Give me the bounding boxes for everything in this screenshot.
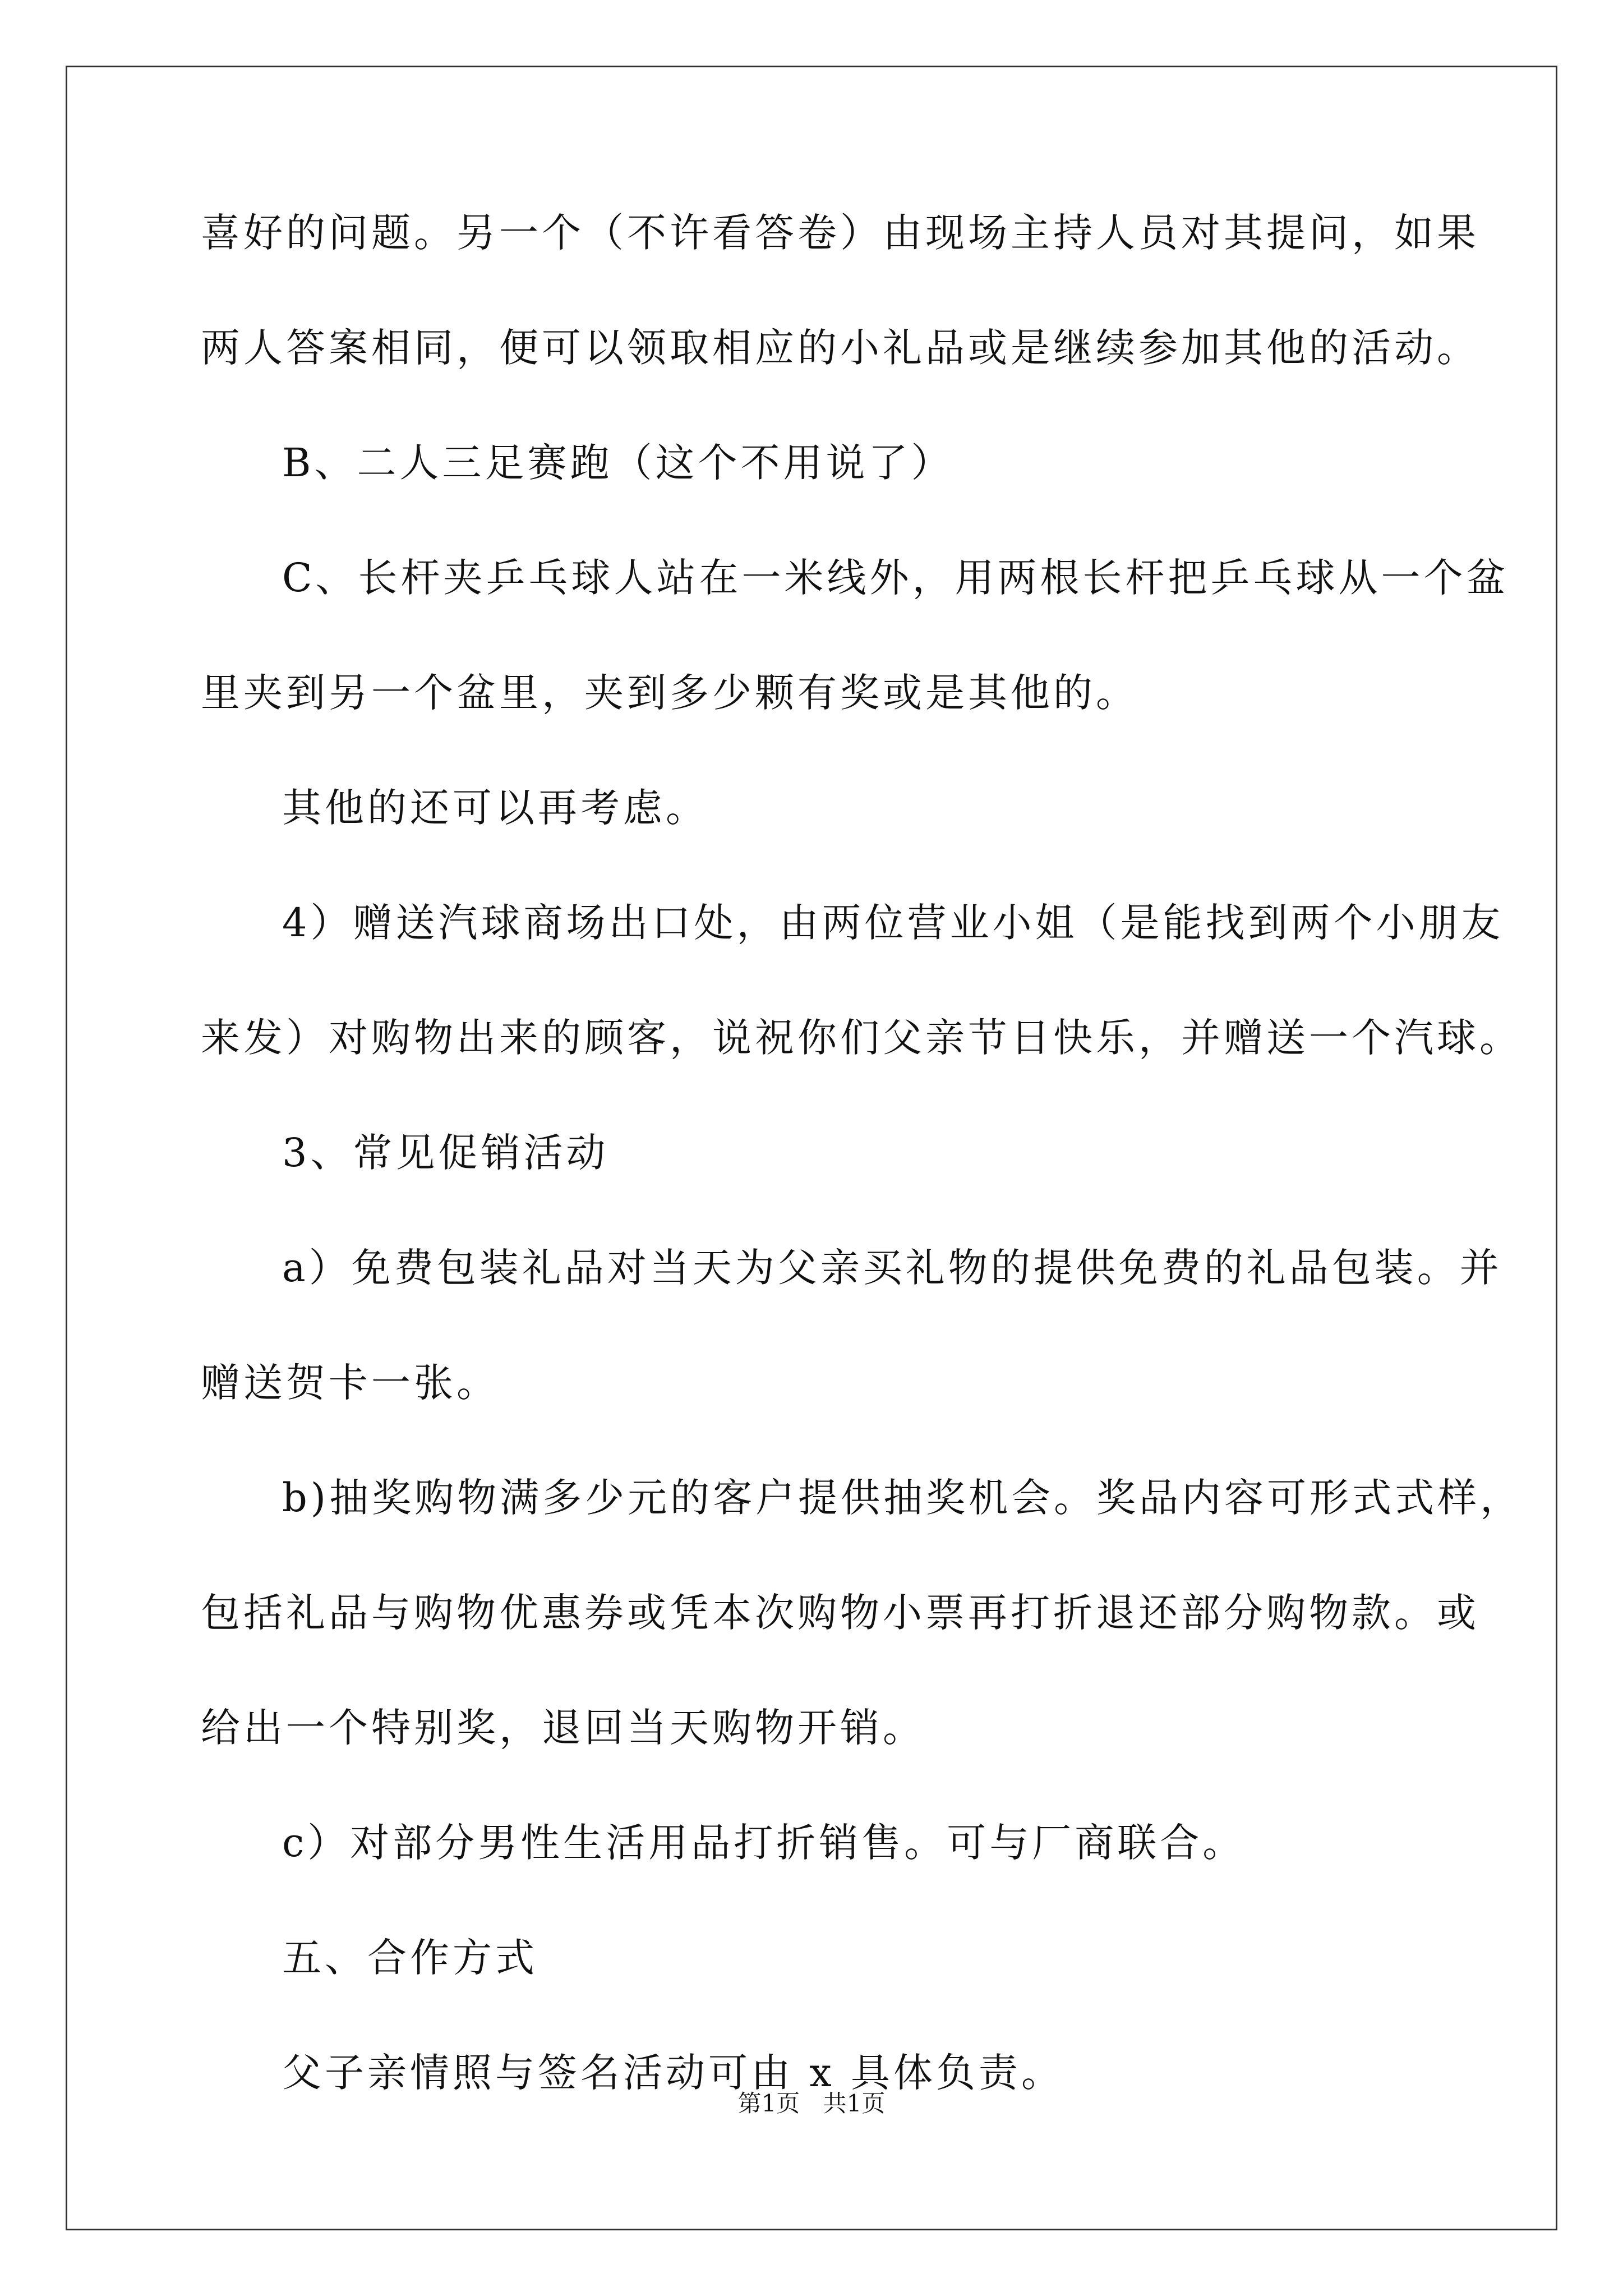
text-line: 里夹到另一个盆里，夹到多少颗有奖或是其他的。 — [201, 670, 1138, 716]
text-line: 来发）对购物出来的顾客，说祝你们父亲节日快乐，并赠送一个汽球。 — [201, 1015, 1522, 1061]
text-line: B、二人三足赛跑（这个不用说了） — [282, 440, 954, 486]
text-line: C、长杆夹乒乓球人站在一米线外，用两根长杆把乒乓球从一个盆 — [282, 555, 1509, 601]
text-line: 包括礼品与购物优惠券或凭本次购物小票再打折退还部分购物款。或 — [201, 1590, 1479, 1636]
text-line: 4）赠送汽球商场出口处，由两位营业小姐（是能找到两个小朋友 — [282, 900, 1504, 946]
text-line: a）免费包装礼品对当天为父亲买礼物的提供免费的礼品包装。并 — [282, 1245, 1502, 1291]
text-line: 给出一个特别奖，退回当天购物开销。 — [201, 1705, 925, 1751]
text-line: c）对部分男性生活用品打折销售。可与厂商联合。 — [282, 1820, 1246, 1866]
text-line: 两人答案相同，便可以领取相应的小礼品或是继续参加其他的活动。 — [201, 325, 1479, 371]
page-number: 第1页 — [737, 2090, 800, 2117]
section-heading: 五、合作方式 — [282, 1935, 538, 1981]
page-total: 共1页 — [823, 2090, 886, 2117]
section-heading: 3、常见促销活动 — [282, 1130, 609, 1176]
text-line: 其他的还可以再考虑。 — [282, 785, 708, 831]
text-line: 赠送贺卡一张。 — [201, 1360, 499, 1406]
text-line: 喜好的问题。另一个（不许看答卷）由现场主持人员对其提问，如果 — [201, 210, 1479, 256]
text-line: b)抽奖购物满多少元的客户提供抽奖机会。奖品内容可形式式样， — [282, 1475, 1523, 1521]
text-line: 父子亲情照与签名活动可由 x 具体负责。 — [282, 2050, 1064, 2096]
page-footer — [0, 2087, 1623, 2120]
